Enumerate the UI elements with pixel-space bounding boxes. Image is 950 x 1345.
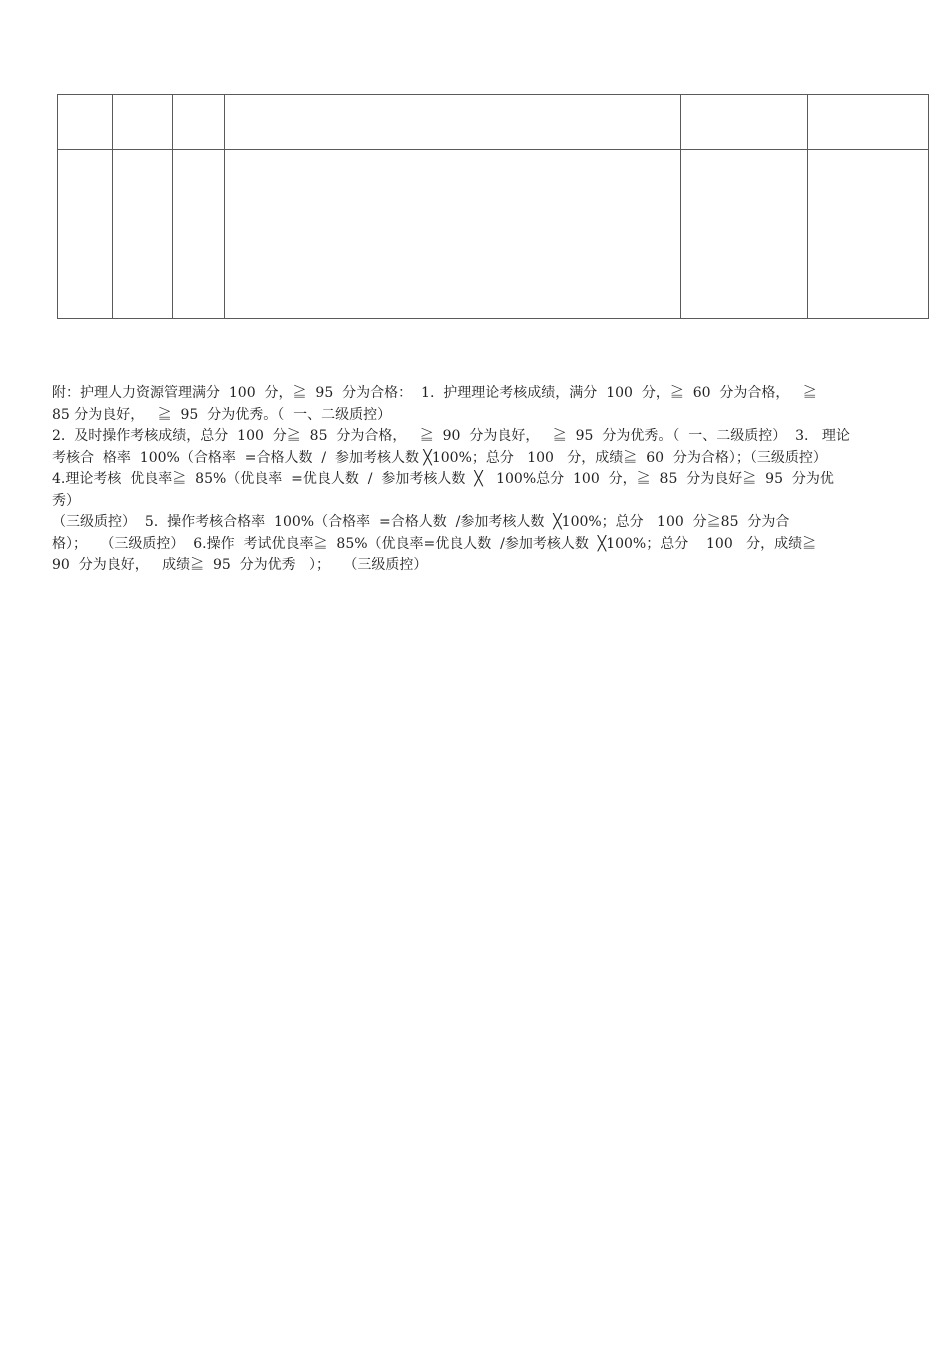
table-cell: [58, 150, 113, 319]
note-line: 格）； （三级质控） 6.操作 考试优良率≧ 85%（优良率=优良人数 /参加考核人数 ╳100%；总分 100 分，成绩≧: [52, 535, 817, 552]
table-cell: [681, 95, 808, 150]
table-cell: [113, 95, 173, 150]
appendix-notes: [52, 383, 924, 577]
table-cell: [58, 95, 113, 150]
table-cell: [808, 150, 929, 319]
table-cell: [225, 95, 681, 150]
table-row: [58, 150, 929, 319]
note-line: （三级质控） 5. 操作考核合格率 100%（合格率 =合格人数 /参加考核人数 ╳100%；总分 100 分≧85 分为合: [52, 514, 790, 530]
note-line: 考核合 格率 100%（合格率 =合格人数 / 参加考核人数 ╳100%；总分 100 分，成绩≧ 60 分为合格）；（三级质控）: [52, 449, 827, 466]
note-line: 90 分为良好， 成绩≧ 95 分为优秀 ）； （三级质控）: [52, 557, 428, 573]
table-cell: [173, 95, 225, 150]
table-cell: [173, 150, 225, 319]
note-line: 2. 及时操作考核成绩，总分 100 分≧ 85 分为合格， ≧ 90 分为良好， ≧ 95 分为优秀。（ 一、二级质控） 3. 理论: [52, 428, 850, 444]
note-line: 附：护理人力资源管理满分 100 分，≧ 95 分为合格： 1. 护理理论考核成绩，满分 100 分，≧ 60 分为合格， ≧: [52, 385, 817, 401]
table-cell: [808, 95, 929, 150]
empty-grid-table: [57, 94, 929, 319]
table-cell: [225, 150, 681, 319]
table-row: [58, 95, 929, 150]
note-line: 4.理论考核 优良率≧ 85%（优良率 =优良人数 / 参加考核人数 ╳ 100%总分 100 分，≧ 85 分为良好≧ 95 分为优: [52, 471, 834, 487]
table-cell: [681, 150, 808, 319]
note-line: 85 分为良好， ≧ 95 分为优秀。（ 一、二级质控）: [52, 406, 392, 423]
table-cell: [113, 150, 173, 319]
note-line: 秀）: [52, 492, 80, 509]
